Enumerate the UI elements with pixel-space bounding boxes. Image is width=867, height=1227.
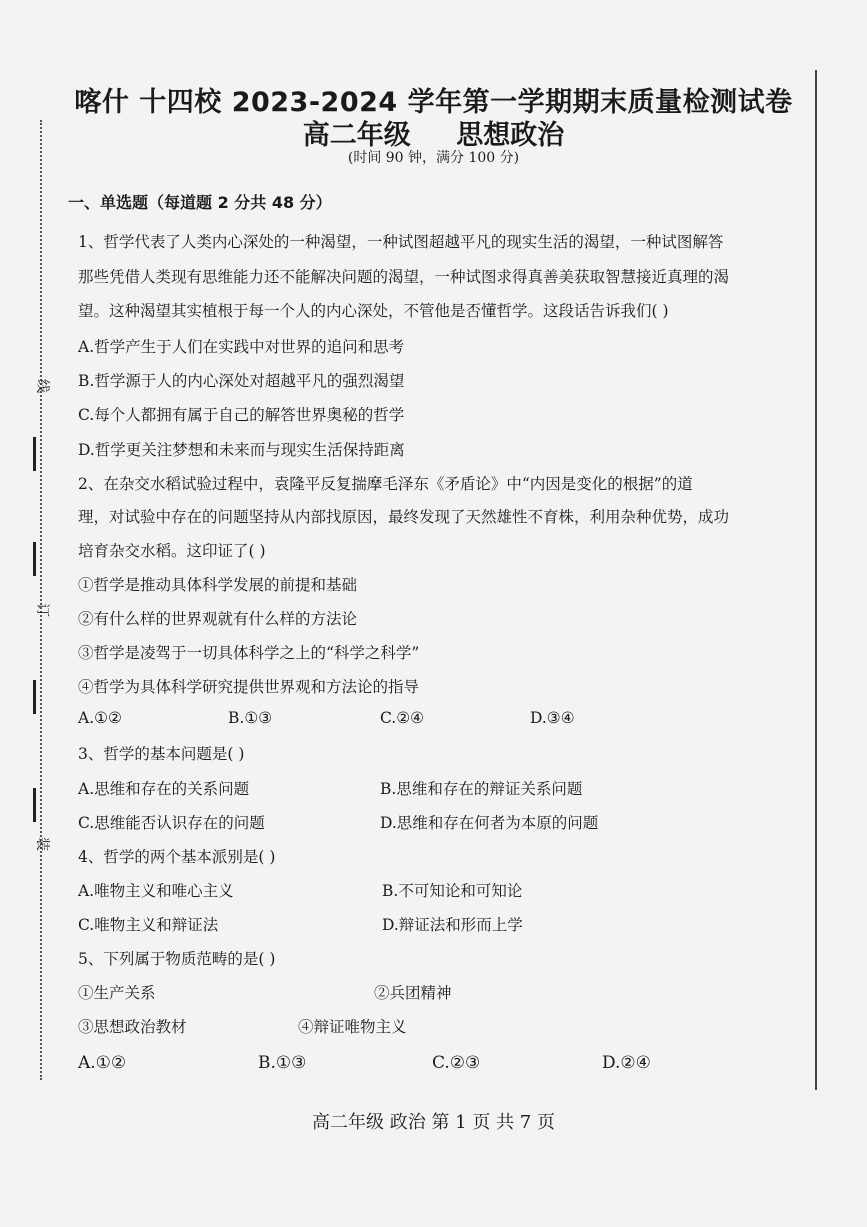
q5-option-d: D.②④: [602, 1053, 651, 1073]
binding-mark: [33, 437, 36, 471]
right-margin-rule: [815, 70, 817, 1090]
q3-option-c: C.思维能否认识存在的问题: [78, 814, 265, 832]
q3-stem: 3、哲学的基本问题是( ): [78, 745, 245, 763]
page-footer: 高二年级 政治 第 1 页 共 7 页: [312, 1112, 555, 1133]
exam-title: 喀什 十四校 2023-2024 学年第一学期期末质量检测试卷: [74, 87, 793, 118]
q5-option-a: A.①②: [78, 1053, 127, 1073]
binding-mark: [33, 680, 36, 714]
q1-stem: 1、哲学代表了人类内心深处的一种渴望，一种试图超越平凡的现实生活的渴望，一种试图解答: [78, 233, 724, 251]
q2-option-d: D.③④: [530, 709, 575, 727]
q4-option-a: A.唯物主义和唯心主义: [78, 882, 234, 900]
q3-option-b: B.思维和存在的辩证关系问题: [380, 780, 583, 798]
q1-option-d: D.哲学更关注梦想和未来而与现实生活保持距离: [78, 441, 405, 459]
q4-option-c: C.唯物主义和辩证法: [78, 916, 219, 934]
q1-option-a: A.哲学产生于人们在实践中对世界的追问和思考: [78, 338, 405, 356]
exam-time-info: (时间 90 钟，满分 100 分): [347, 150, 520, 166]
q5-statement-4: ④辩证唯物主义: [298, 1018, 407, 1036]
binding-label-bind: 装: [34, 837, 50, 851]
q5-statement-1: ①生产关系: [78, 984, 156, 1002]
binding-mark: [33, 788, 36, 822]
q1-stem: 那些凭借人类现有思维能力还不能解决问题的渴望，一种试图求得真善美获取智慧接近真理的渴: [78, 268, 730, 286]
binding-label-order: 订: [34, 603, 50, 617]
binding-mark: [33, 542, 36, 576]
q4-stem: 4、哲学的两个基本派别是( ): [78, 848, 276, 866]
q5-statement-2: ②兵团精神: [374, 984, 452, 1002]
q2-statement-4: ④哲学为具体科学研究提供世界观和方法论的指导: [78, 678, 420, 696]
q1-stem: 望。这种渴望其实植根于每一个人的内心深处，不管他是否懂哲学。这段话告诉我们( ): [78, 302, 669, 320]
q2-option-c: C.②④: [380, 709, 425, 727]
q1-option-c: C.每个人都拥有属于自己的解答世界奥秘的哲学: [78, 406, 405, 424]
q3-option-a: A.思维和存在的关系问题: [78, 780, 250, 798]
q2-option-a: A.①②: [78, 709, 122, 727]
grade-label: 高二年级: [302, 120, 411, 151]
q5-stem: 5、下列属于物质范畴的是( ): [78, 950, 276, 968]
q3-option-d: D.思维和存在何者为本原的问题: [380, 814, 599, 832]
q2-option-b: B.①③: [228, 709, 273, 727]
q4-option-d: D.辩证法和形而上学: [382, 916, 523, 934]
binding-dotted-line: [40, 120, 42, 1080]
subject-label: 思想政治: [456, 120, 565, 151]
q2-statement-2: ②有什么样的世界观就有什么样的方法论: [78, 610, 358, 628]
binding-label-line: 线: [34, 379, 50, 393]
q2-stem: 2、在杂交水稻试验过程中，袁隆平反复揣摩毛泽东《矛盾论》中“内因是变化的根据”的道: [78, 475, 693, 493]
section-heading: 一、单选题（每道题 2 分共 48 分）: [68, 193, 332, 212]
q1-option-b: B.哲学源于人的内心深处对超越平凡的强烈渴望: [78, 372, 405, 390]
q2-stem: 理，对试验中存在的问题坚持从内部找原因，最终发现了天然雄性不育株，利用杂种优势，成功: [78, 508, 730, 526]
q4-option-b: B.不可知论和可知论: [382, 882, 523, 900]
q5-option-c: C.②③: [432, 1053, 481, 1073]
q2-statement-3: ③哲学是凌驾于一切具体科学之上的“科学之科学”: [78, 644, 420, 662]
q5-option-b: B.①③: [258, 1053, 307, 1073]
q2-stem: 培育杂交水稻。这印证了( ): [78, 542, 266, 560]
q2-statement-1: ①哲学是推动具体科学发展的前提和基础: [78, 576, 358, 594]
q5-statement-3: ③思想政治教材: [78, 1018, 187, 1036]
